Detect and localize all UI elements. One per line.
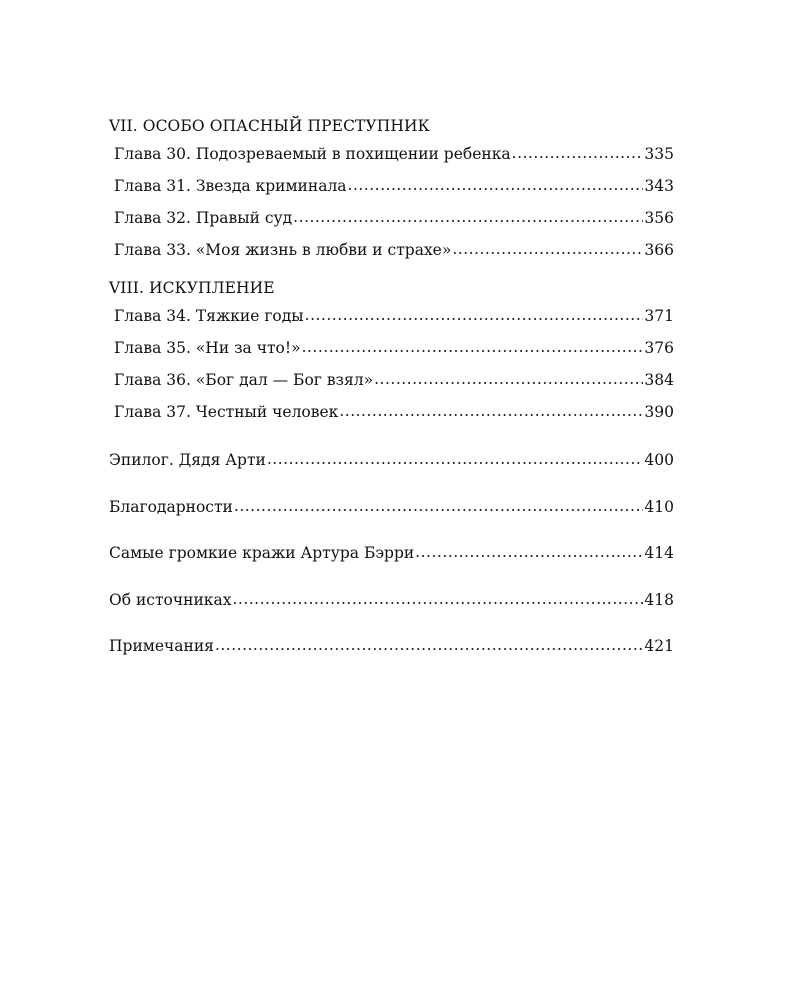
toc-entry-label: Самые громкие кражи Артура Бэрри [109, 544, 415, 562]
toc-entry-label: Глава 37. Честный человек [114, 403, 339, 421]
dot-leader [374, 363, 643, 395]
toc-entry-acknowledgements[interactable] [109, 484, 674, 531]
toc-entry-label: Глава 35. «Ни за что!» [114, 339, 301, 357]
toc-entry-page: 366 [644, 241, 674, 259]
toc-entry-chapter-37[interactable] [109, 396, 674, 428]
toc-entry-label: Эпилог. Дядя Арти [109, 451, 266, 469]
toc-entry-page: 390 [644, 403, 674, 421]
toc-entry-label: Глава 32. Правый суд [114, 209, 293, 227]
dot-leader [234, 483, 644, 530]
dot-leader [293, 201, 643, 233]
dot-leader [267, 436, 644, 483]
toc-entry-label: Глава 36. «Бог дал — Бог взял» [114, 371, 374, 389]
toc-entry-page: 421 [644, 637, 674, 655]
dot-leader [512, 137, 644, 169]
toc-entry-chapter-33[interactable] [109, 234, 674, 266]
toc-entry-sources[interactable] [109, 577, 674, 624]
dot-leader [305, 299, 644, 331]
toc-entry-chapter-35[interactable] [109, 332, 674, 364]
toc-entry-page: 343 [644, 177, 674, 195]
toc-entry-epilogue[interactable] [109, 437, 674, 484]
toc-entry-page: 356 [644, 209, 674, 227]
toc-entry-page: 376 [644, 339, 674, 357]
dot-leader [232, 576, 643, 623]
table-of-contents [109, 114, 674, 670]
dot-leader [348, 169, 644, 201]
dot-leader [415, 529, 643, 576]
dot-leader [215, 622, 643, 669]
part-title-vii: VII. ОСОБО ОПАСНЫЙ ПРЕСТУПНИК [109, 117, 430, 135]
toc-entry-label: Глава 30. Подозреваемый в похищении ребенка [114, 145, 511, 163]
toc-entry-famous-heists[interactable] [109, 530, 674, 577]
toc-entry-notes[interactable] [109, 623, 674, 670]
dot-leader [339, 395, 643, 427]
toc-entry-chapter-31[interactable] [109, 170, 674, 202]
part-title-viii: VIII. ИСКУПЛЕНИЕ [109, 279, 275, 297]
toc-entry-page: 384 [644, 371, 674, 389]
toc-entry-label: Глава 31. Звезда криминала [114, 177, 347, 195]
toc-entry-page: 371 [644, 307, 674, 325]
dot-leader [452, 233, 643, 265]
toc-entry-page: 418 [644, 590, 674, 609]
toc-entry-page: 335 [644, 145, 674, 163]
dot-leader [302, 331, 644, 363]
toc-entry-chapter-32[interactable] [109, 202, 674, 234]
toc-entry-chapter-30[interactable] [109, 138, 674, 170]
toc-entry-page: 400 [644, 451, 674, 469]
toc-entry-label: Глава 33. «Моя жизнь в любви и страхе» [114, 241, 452, 259]
toc-entry-chapter-34[interactable] [109, 300, 674, 332]
toc-entry-label: Благодарности [109, 497, 233, 516]
toc-entry-page: 410 [644, 497, 674, 516]
toc-entry-page: 414 [644, 544, 674, 562]
toc-entry-label: Об источниках [109, 590, 232, 609]
toc-entry-label: Глава 34. Тяжкие годы [114, 307, 304, 325]
toc-entry-chapter-36[interactable] [109, 364, 674, 396]
toc-entry-label: Примечания [109, 637, 214, 655]
